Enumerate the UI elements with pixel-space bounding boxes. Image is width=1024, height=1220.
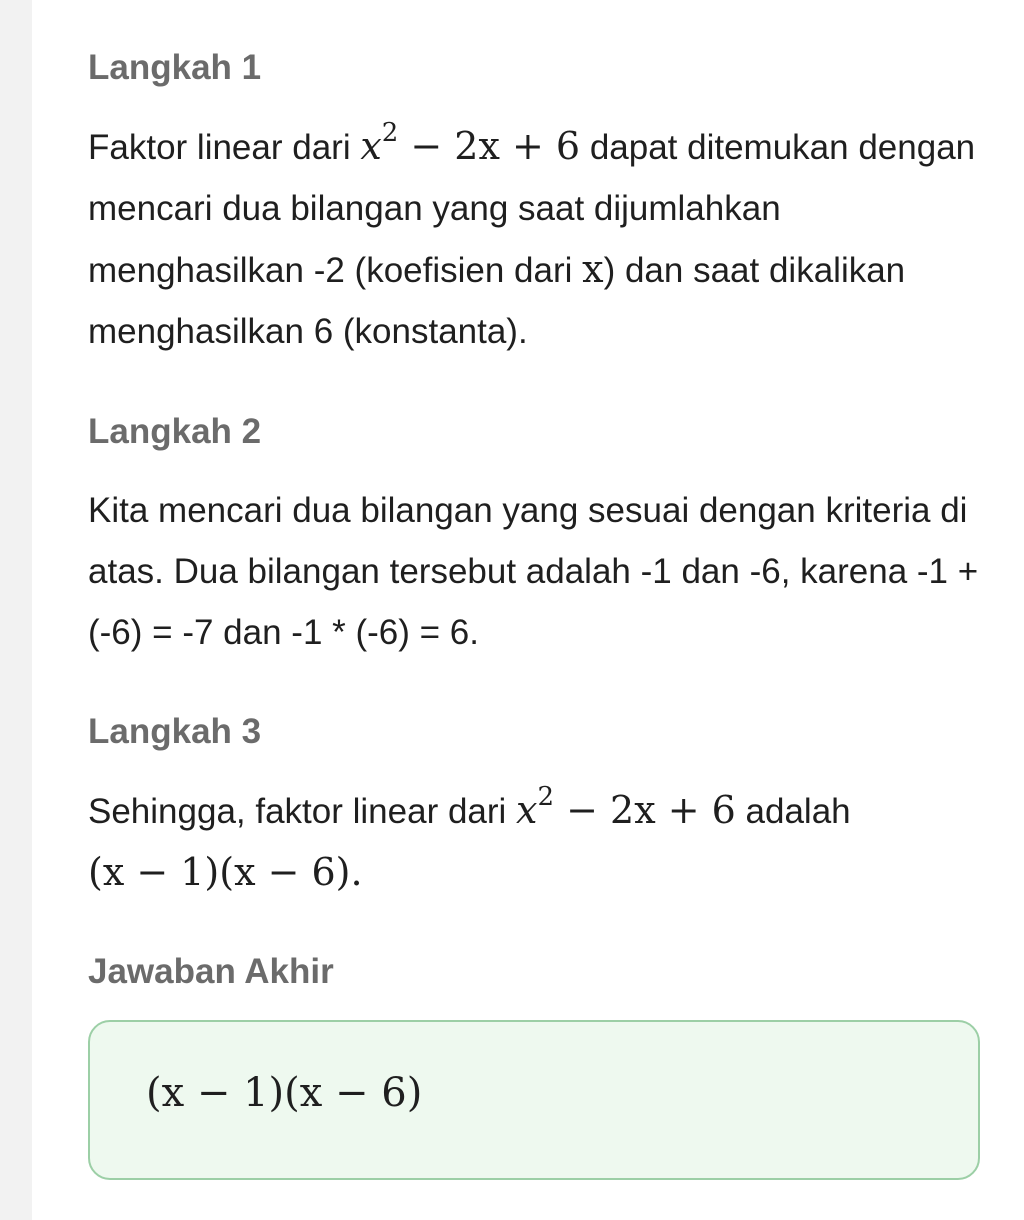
final-answer-section bbox=[88, 944, 334, 1000]
step-3-result-expression: (x − 1)(x − 6) bbox=[88, 850, 351, 894]
step-2-text: Kita mencari dua bilangan yang sesuai dengan kriteria di atas. Dua bilangan tersebut adalah -1 dan -6, karena -1 + (-6) = -7 dan -1 * (-6) = 6. bbox=[88, 491, 979, 652]
final-answer-title: Jawaban Akhir bbox=[88, 952, 334, 991]
step-1 bbox=[88, 40, 988, 362]
step-3-text-after: adalah bbox=[735, 792, 851, 831]
step-1-text-end: ) dan saat dikalikan menghasilkan 6 (konstanta). bbox=[88, 251, 906, 351]
final-answer-expression: (x − 1)(x − 6) bbox=[146, 1070, 423, 1116]
step-1-title: Langkah 1 bbox=[88, 48, 262, 87]
step-2 bbox=[88, 404, 988, 663]
left-margin-strip bbox=[0, 0, 32, 1220]
step-3-result-end: . bbox=[350, 850, 363, 894]
step-1-text bbox=[88, 116, 988, 362]
step-1-inline-var: x bbox=[582, 247, 604, 291]
step-1-expression: $x^2 - 2x + 6$ bbox=[360, 118, 581, 168]
step-3-title: Langkah 3 bbox=[88, 712, 262, 751]
step-3-text bbox=[88, 780, 851, 904]
step-2-title: Langkah 2 bbox=[88, 412, 262, 451]
step-3-expression: $x^2 - 2x + 6$ bbox=[516, 782, 736, 832]
step-3 bbox=[88, 704, 851, 904]
step-3-text-before: Sehingga, faktor linear dari bbox=[88, 792, 517, 831]
step-1-text-after: dapat ditemukan dengan mencari dua bilangan yang saat dijumlahkan menghasilkan -2 (koefisien dari bbox=[88, 128, 976, 290]
final-answer-box bbox=[88, 1020, 980, 1180]
step-1-text-before: Faktor linear dari bbox=[88, 128, 361, 167]
